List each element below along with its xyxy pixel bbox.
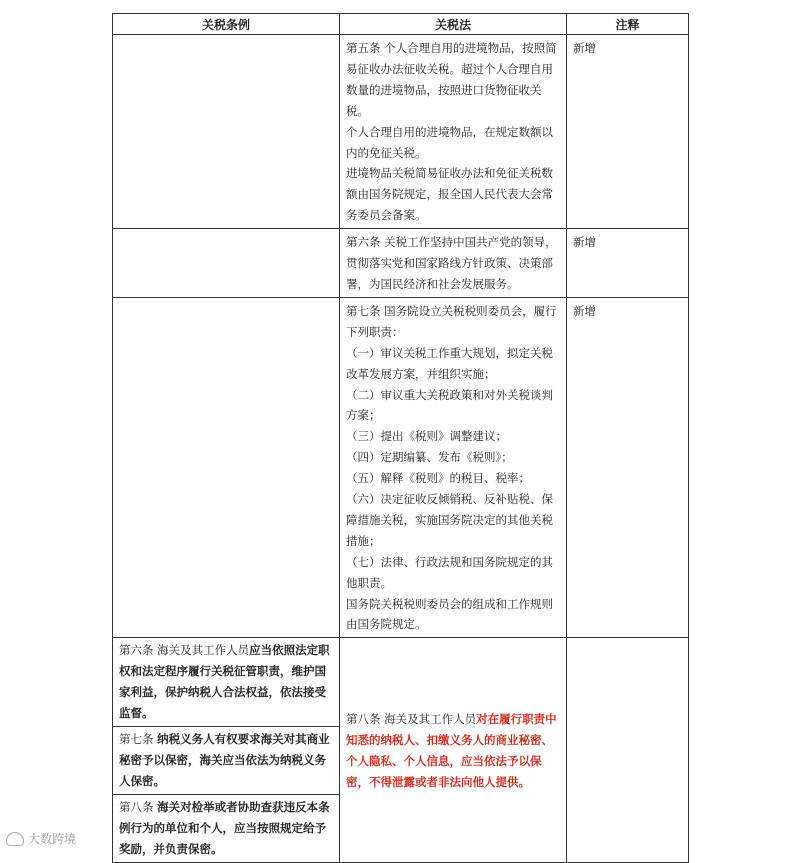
- regulation-prefix: 第七条: [119, 732, 158, 747]
- watermark: [6, 830, 76, 847]
- law-paragraph: 第七条 国务院设立关税税则委员会，履行下列职责：: [346, 303, 557, 339]
- law-paragraph: （二）审议重大关税政策和对外关税谈判方案；: [346, 387, 553, 423]
- regulation-cell-empty: [113, 297, 340, 638]
- regulation-article-6: [113, 638, 339, 727]
- header-row: [113, 14, 689, 35]
- regulation-bold-text: 应当依照法定职权和法定程序履行关税征管职责，维护国家利益，保护纳税人合法权益，依法接受监督。: [119, 643, 330, 721]
- law-prefix: 第八条 海关及其工作人员: [346, 712, 477, 727]
- note-text: 新增: [573, 41, 596, 55]
- table-row: [113, 35, 689, 229]
- header-regulation: 关税条例: [113, 14, 340, 35]
- law-paragraph: （一）审议关税工作重大规划，拟定关税改革发展方案，并组织实施；: [346, 345, 553, 381]
- law-cell: [340, 229, 567, 298]
- note-cell: [567, 638, 689, 863]
- regulation-article-8: [113, 795, 339, 862]
- law-paragraph: 进境物品关税简易征收办法和免征关税数额由国务院规定，报全国人民代表大会常务委员会备案。: [346, 166, 553, 223]
- regulation-cell-empty: [113, 229, 340, 298]
- note-cell: [567, 35, 689, 229]
- table-row-final: [113, 638, 689, 863]
- law-paragraph: （五）解释《税则》的税目、税率；: [346, 471, 530, 486]
- table-row: [113, 297, 689, 638]
- header-note: 注释: [567, 14, 689, 35]
- law-paragraph: 第五条 个人合理自用的进境物品，按照简易征收办法征收关税。超过个人合理自用数量的进境物品，按照进口货物征收关税。: [346, 41, 557, 118]
- header-law: 关税法: [340, 14, 567, 35]
- comparison-table: [112, 13, 689, 863]
- note-text: 新增: [573, 235, 596, 250]
- watermark-text: 大数跨境: [28, 832, 77, 846]
- regulation-cell: [113, 638, 340, 863]
- law-paragraph: （四）定期编纂、发布《税则》；: [346, 450, 513, 465]
- note-text: 新增: [573, 303, 596, 318]
- regulation-article-7: [113, 727, 339, 795]
- note-cell: [567, 229, 689, 298]
- law-paragraph: 第六条 关税工作坚持中国共产党的领导，贯彻落实党和国家路线方针政策、决策部署，为国民经济和社会发展服务。: [346, 235, 557, 291]
- note-text: [567, 638, 688, 644]
- law-paragraph: （六）决定征收反倾销税、反补贴税、保障措施关税，实施国务院决定的其他关税措施；: [346, 492, 553, 548]
- brand-logo-icon: [6, 832, 24, 846]
- law-cell: [340, 297, 567, 638]
- note-cell: [567, 297, 689, 638]
- law-paragraph: （七）法律、行政法规和国务院规定的其他职责。: [346, 554, 553, 590]
- regulation-cell-empty: [113, 35, 340, 229]
- law-paragraph: 国务院关税税则委员会的组成和工作规则由国务院规定。: [346, 596, 553, 632]
- regulation-prefix: 第六条 海关及其工作人员: [119, 643, 250, 658]
- regulation-bold-text: 海关对检举或者协助查获违反本条例行为的单位和个人，应当按照规定给予奖励，并负责保密。: [119, 800, 330, 857]
- regulation-prefix: 第八条: [119, 800, 158, 815]
- regulation-bold-text: 纳税义务人有权要求海关对其商业秘密予以保密，海关应当依法为纳税义务人保密。: [119, 732, 330, 789]
- law-cell: [340, 638, 567, 863]
- table-row: [113, 229, 689, 298]
- law-paragraph: 个人合理自用的进境物品，在规定数额以内的免征关税。: [346, 124, 553, 160]
- law-red-text: 对在履行职责中知悉的纳税人、扣缴义务人的商业秘密、个人隐私、个人信息，应当依法予以保密，不得泄露或者非法向他人提供。: [346, 712, 557, 789]
- law-paragraph: （三）提出《税则》调整建议；: [346, 429, 507, 444]
- law-cell: [340, 35, 567, 229]
